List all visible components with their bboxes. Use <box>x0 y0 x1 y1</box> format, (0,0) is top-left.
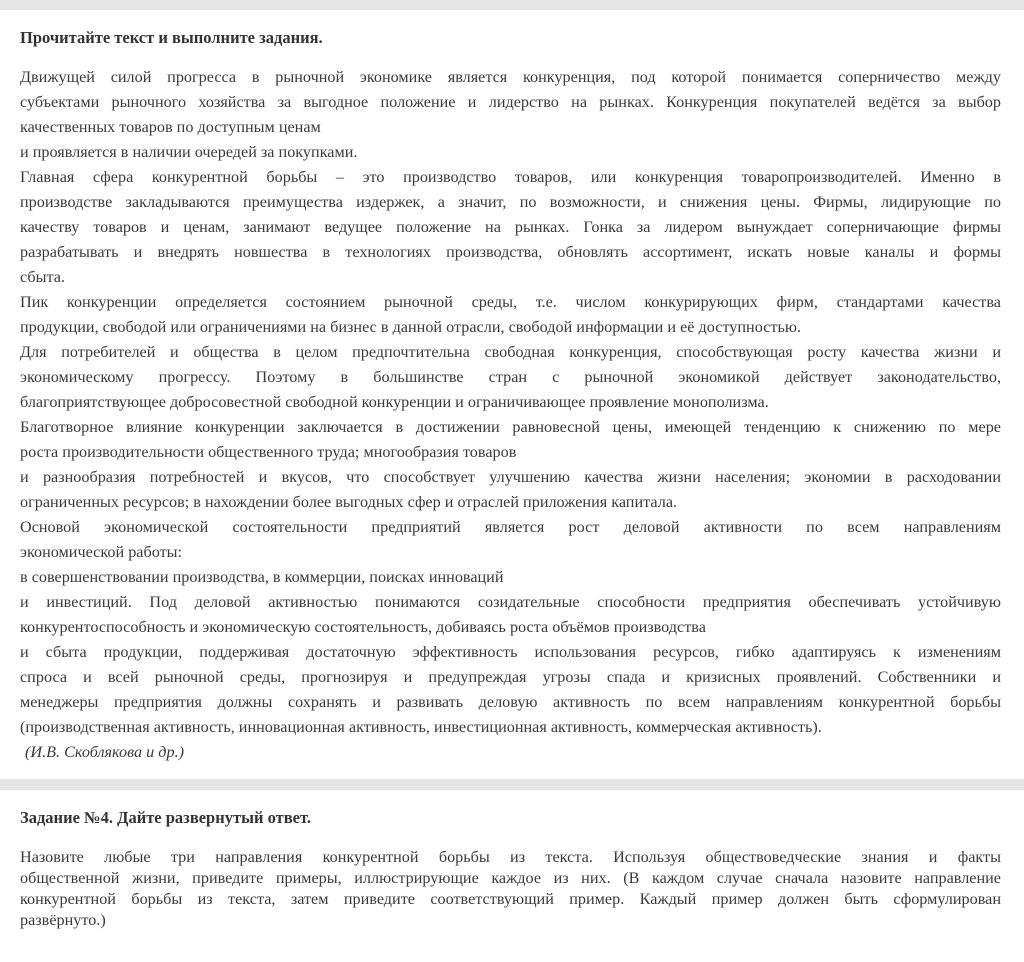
reading-text-line: субъектами рыночного хозяйства за выгодное положение и лидерство на рынках. Конкуренция покупателей ведётся за выбор <box>20 93 1001 111</box>
reading-section <box>20 28 1001 765</box>
reading-text-line: продукции, свободой или ограничениями на бизнес в данной отрасли, свободой информации и её доступностью. <box>20 318 801 336</box>
reading-text-line: качественных товаров по доступным ценам <box>20 118 321 136</box>
reading-text-line: роста производительности общественного труда; многообразия товаров <box>20 443 517 461</box>
task-text <box>20 847 1001 931</box>
reading-text-line: экономической работы: <box>20 543 183 561</box>
reading-text-line: Благотворное влияние конкуренции заключается в достижении равновесной цены, имеющей тенденцию к снижению по мере <box>20 418 1001 436</box>
reading-text-line: сбыта. <box>20 268 65 286</box>
reading-text-line: качеству товаров и ценам, занимают ведущее положение на рынках. Гонка за лидером вынуждает соперничающие фирмы <box>20 218 1001 236</box>
reading-text-line: экономическому прогрессу. Поэтому в большинстве стран с рыночной экономикой действует законодательство, <box>20 368 1001 386</box>
reading-text-line: разрабатывать и внедрять новшества в технологиях производства, обновлять ассортимент, искать новые каналы и формы <box>20 243 1001 261</box>
reading-text-line: Главная сфера конкурентной борьбы – это производство товаров, или конкуренция товаропроизводителей. Именно в <box>20 168 1001 186</box>
reading-heading: Прочитайте текст и выполните задания. <box>20 28 323 47</box>
reading-text-line: (производственная активность, инновационная активность, инвестиционная активность, коммерческая активность). <box>20 718 822 736</box>
reading-text <box>20 65 1001 740</box>
task-text-line: Назовите любые три направления конкурентной борьбы из текста. Используя обществоведческие знания и факты <box>20 848 1001 866</box>
task-section <box>20 808 1001 931</box>
reading-text-line: Пик конкуренции определяется состоянием рыночной среды, т.е. числом конкурирующих фирм, стандартами качества <box>20 293 1001 311</box>
reading-text-line: менеджеры предприятия должны сохранять и развивать деловую активность по всем направлениям конкурентной борьбы <box>20 693 1001 711</box>
reading-text-line: и разнообразия потребностей и вкусов, что способствует улучшению качества жизни населения; экономии в расходовании <box>20 468 1001 486</box>
reading-text-line: и инвестиций. Под деловой активностью понимаются созидательные способности предприятия обеспечивать устойчивую <box>20 593 1001 611</box>
task-text-line: развёрнуто.) <box>20 911 106 929</box>
task-text-line: общественной жизни, приведите примеры, иллюстрирующие каждое из них. (В каждом случае сначала назовите направление <box>20 869 1001 887</box>
reading-text-line: Основой экономической состоятельности предприятий является рост деловой активности по всем направлениям <box>20 518 1001 536</box>
reading-text-line: спроса и всей рыночной среды, прогнозируя и предупреждая угрозы спада и кризисных проявлений. Собственники и <box>20 668 1001 686</box>
reading-text-line: и сбыта продукции, поддерживая достаточную эффективность использования ресурсов, гибко адаптируясь к изменениям <box>20 643 1001 661</box>
reading-text-line: производстве закладываются преимущества издержек, а значит, по возможности, и снижения цены. Фирмы, лидирующие по <box>20 193 1001 211</box>
section-divider <box>0 779 1024 790</box>
reading-text-line: ограниченных ресурсов; в нахождении более выгодных сфер и отраслей приложения капитала. <box>20 493 678 511</box>
reading-text-line: конкурентоспособность и экономическую состоятельность, добиваясь роста объёмов производства <box>20 618 706 636</box>
reading-text-line: Для потребителей и общества в целом предпочтительна свободная конкуренция, способствующая росту качества жизни и <box>20 343 1001 361</box>
author-citation: (И.В. Скоблякова и др.) <box>25 743 185 761</box>
reading-text-line: Движущей силой прогресса в рыночной экономике является конкуренция, под которой понимается соперничество между <box>20 68 1001 86</box>
task-text-line: конкурентной борьбы из текста, затем приведите соответствующий пример. Каждый пример должен быть сформулирован <box>20 890 1001 908</box>
reading-text-line: и проявляется в наличии очередей за покупками. <box>20 143 358 161</box>
reading-text-line: благоприятствующее добросовестной свободной конкуренции и ограничивающее проявление монополизма. <box>20 393 769 411</box>
top-divider <box>0 0 1024 10</box>
reading-text-line: в совершенствовании производства, в коммерции, поисках инноваций <box>20 568 504 586</box>
task-heading: Задание №4. Дайте развернутый ответ. <box>20 808 311 827</box>
